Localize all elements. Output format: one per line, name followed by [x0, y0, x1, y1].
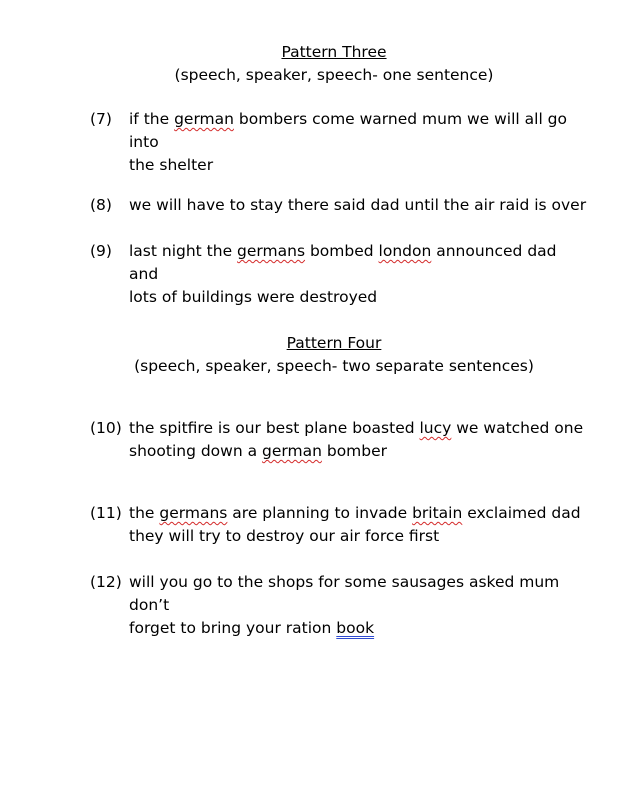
- pattern-three-subtitle: (speech, speaker, speech- one sentence): [174, 66, 494, 84]
- grammar-flag[interactable]: book: [336, 619, 375, 637]
- item-text: [129, 108, 589, 177]
- item-text: [129, 240, 589, 309]
- item-number: (12): [90, 573, 122, 591]
- item-line-1: will you go to the shops for some sausages asked mum don’t: [129, 573, 560, 614]
- item-number: (7): [90, 110, 112, 128]
- spelling-flag[interactable]: german: [262, 442, 322, 460]
- pattern-three-heading: [0, 42, 628, 85]
- pattern-four-heading: [0, 333, 628, 376]
- item-text: [129, 502, 589, 548]
- item-number: (8): [90, 196, 112, 214]
- pattern-four-subtitle: (speech, speaker, speech- two separate sentences): [134, 357, 534, 375]
- item-line-2: shooting down a german bomber: [129, 442, 388, 460]
- item-line-1: if the german bombers come warned mum we will all go into: [129, 110, 568, 151]
- item-text: [129, 571, 589, 640]
- item-line-2: forget to bring your ration book: [129, 619, 375, 637]
- item-line-2: the shelter: [129, 156, 214, 174]
- item-text: [129, 194, 589, 217]
- spelling-flag[interactable]: germans: [237, 242, 306, 260]
- item-text: [129, 417, 589, 463]
- spelling-flag[interactable]: german: [174, 110, 234, 128]
- item-line-1: we will have to stay there said dad until the air raid is over: [129, 196, 587, 214]
- spelling-flag[interactable]: london: [378, 242, 432, 260]
- spelling-flag[interactable]: britain: [412, 504, 463, 522]
- item-number: (10): [90, 419, 122, 437]
- item-line-2: lots of buildings were destroyed: [129, 288, 378, 306]
- pattern-four-title: Pattern Four: [286, 334, 382, 352]
- spelling-flag[interactable]: germans: [159, 504, 228, 522]
- item-line-2: they will try to destroy our air force first: [129, 527, 440, 545]
- item-line-1: the germans are planning to invade britain exclaimed dad: [129, 504, 581, 522]
- spelling-flag[interactable]: lucy: [419, 419, 452, 437]
- item-number: (9): [90, 242, 112, 260]
- item-number: (11): [90, 504, 122, 522]
- item-line-1: the spitfire is our best plane boasted lucy we watched one: [129, 419, 584, 437]
- pattern-three-title: Pattern Three: [281, 43, 387, 61]
- item-line-1: last night the germans bombed london announced dad and: [129, 242, 557, 283]
